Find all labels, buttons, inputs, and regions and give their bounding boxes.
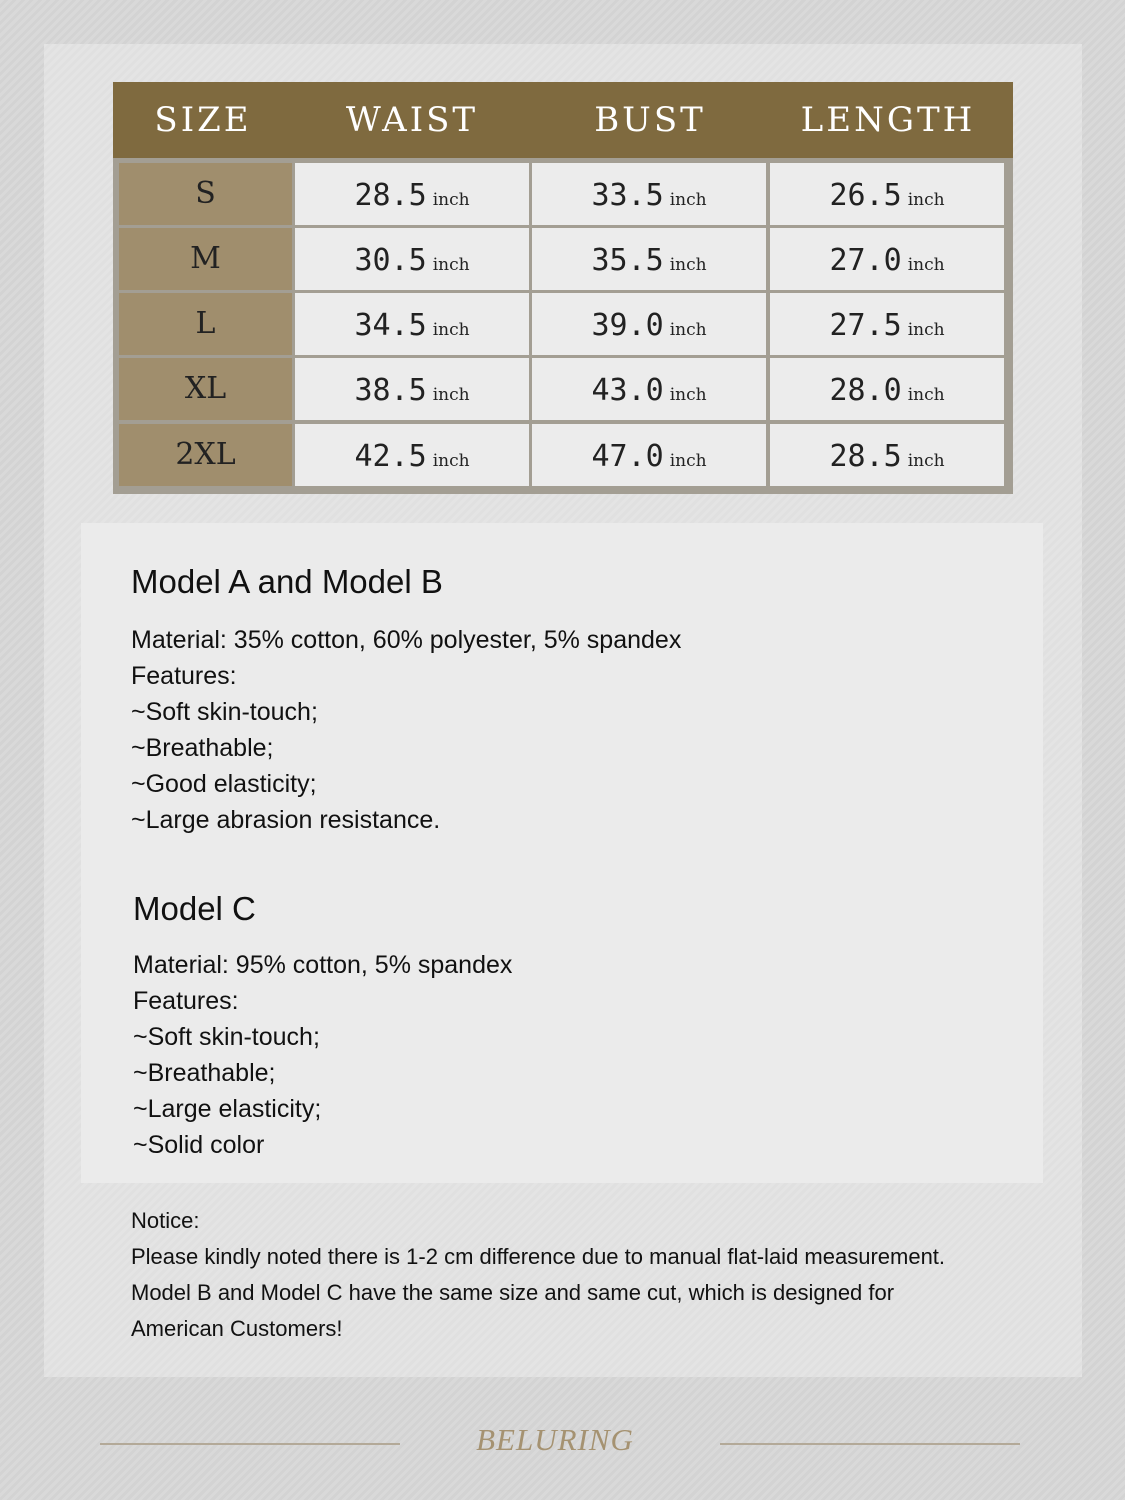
model-ab-title: Model A and Model B: [131, 563, 443, 600]
size-label-xl: XL: [119, 358, 292, 420]
model-ab-feature: ~Good elasticity;: [131, 770, 317, 798]
model-c-feature: ~Solid color: [133, 1131, 265, 1159]
waist-cell: [295, 228, 529, 290]
model-ab-material: Material: 35% cotton, 60% polyester, 5% spandex: [131, 626, 682, 654]
unit-label: inch: [669, 451, 707, 471]
bust-value: 39.0: [591, 308, 664, 343]
unit-label: inch: [432, 385, 470, 405]
brand-logo: BELURING: [476, 1422, 634, 1457]
bust-cell: [532, 358, 766, 420]
unit-label: inch: [669, 255, 707, 275]
waist-value: 28.5: [354, 178, 427, 213]
notice-text: Please kindly noted there is 1-2 cm difference due to manual flat-laid measurement.: [131, 1244, 946, 1269]
unit-label: inch: [669, 320, 707, 340]
length-cell: [770, 228, 1004, 290]
bust-cell: [532, 163, 766, 225]
unit-label: inch: [907, 255, 945, 275]
size-label-m: M: [119, 228, 292, 290]
length-value: 28.5: [829, 439, 902, 474]
size-label-l: L: [119, 293, 292, 355]
model-c-features-label: Features:: [133, 987, 239, 1015]
unit-label: inch: [669, 190, 707, 210]
bust-value: 47.0: [591, 439, 664, 474]
unit-label: inch: [669, 385, 707, 405]
model-ab-feature: ~Breathable;: [131, 734, 274, 762]
length-value: 26.5: [829, 178, 902, 213]
unit-label: inch: [432, 255, 470, 275]
waist-cell: [295, 293, 529, 355]
length-cell: [770, 424, 1004, 486]
footer-divider-right: [720, 1443, 1020, 1445]
waist-value: 38.5: [354, 373, 427, 408]
size-chart-table: [113, 82, 1013, 494]
bust-value: 33.5: [591, 178, 664, 213]
bust-cell: [532, 293, 766, 355]
model-c-feature: ~Soft skin-touch;: [133, 1023, 320, 1051]
model-ab-feature: ~Soft skin-touch;: [131, 698, 318, 726]
model-ab-features-label: Features:: [131, 662, 237, 690]
bust-value: 35.5: [591, 243, 664, 278]
unit-label: inch: [432, 320, 470, 340]
unit-label: inch: [907, 320, 945, 340]
notice-text: American Customers!: [131, 1316, 343, 1341]
waist-cell: [295, 163, 529, 225]
header-size: SIZE: [154, 100, 252, 140]
footer-divider-left: [100, 1443, 400, 1445]
size-label-s: S: [119, 163, 292, 225]
length-value: 27.0: [829, 243, 902, 278]
table-header-row: [113, 82, 1013, 158]
header-bust: BUST: [594, 100, 706, 140]
size-label-2xl: 2XL: [119, 424, 292, 486]
bust-cell: [532, 424, 766, 486]
unit-label: inch: [907, 190, 945, 210]
model-c-feature: ~Breathable;: [133, 1059, 276, 1087]
waist-value: 42.5: [354, 439, 427, 474]
length-cell: [770, 358, 1004, 420]
unit-label: inch: [432, 190, 470, 210]
unit-label: inch: [432, 451, 470, 471]
unit-label: inch: [907, 385, 945, 405]
notice-heading: Notice:: [131, 1208, 200, 1233]
header-length: LENGTH: [800, 100, 976, 140]
waist-value: 30.5: [354, 243, 427, 278]
model-c-material: Material: 95% cotton, 5% spandex: [133, 951, 513, 979]
model-c-feature: ~Large elasticity;: [133, 1095, 322, 1123]
bust-value: 43.0: [591, 373, 664, 408]
length-cell: [770, 163, 1004, 225]
bust-cell: [532, 228, 766, 290]
notice-text: Model B and Model C have the same size and same cut, which is designed for: [131, 1280, 895, 1305]
waist-cell: [295, 424, 529, 486]
length-cell: [770, 293, 1004, 355]
model-c-title: Model C: [133, 890, 256, 927]
model-ab-feature: ~Large abrasion resistance.: [131, 806, 441, 834]
length-value: 27.5: [829, 308, 902, 343]
waist-cell: [295, 358, 529, 420]
length-value: 28.0: [829, 373, 902, 408]
waist-value: 34.5: [354, 308, 427, 343]
header-waist: WAIST: [345, 100, 479, 140]
unit-label: inch: [907, 451, 945, 471]
